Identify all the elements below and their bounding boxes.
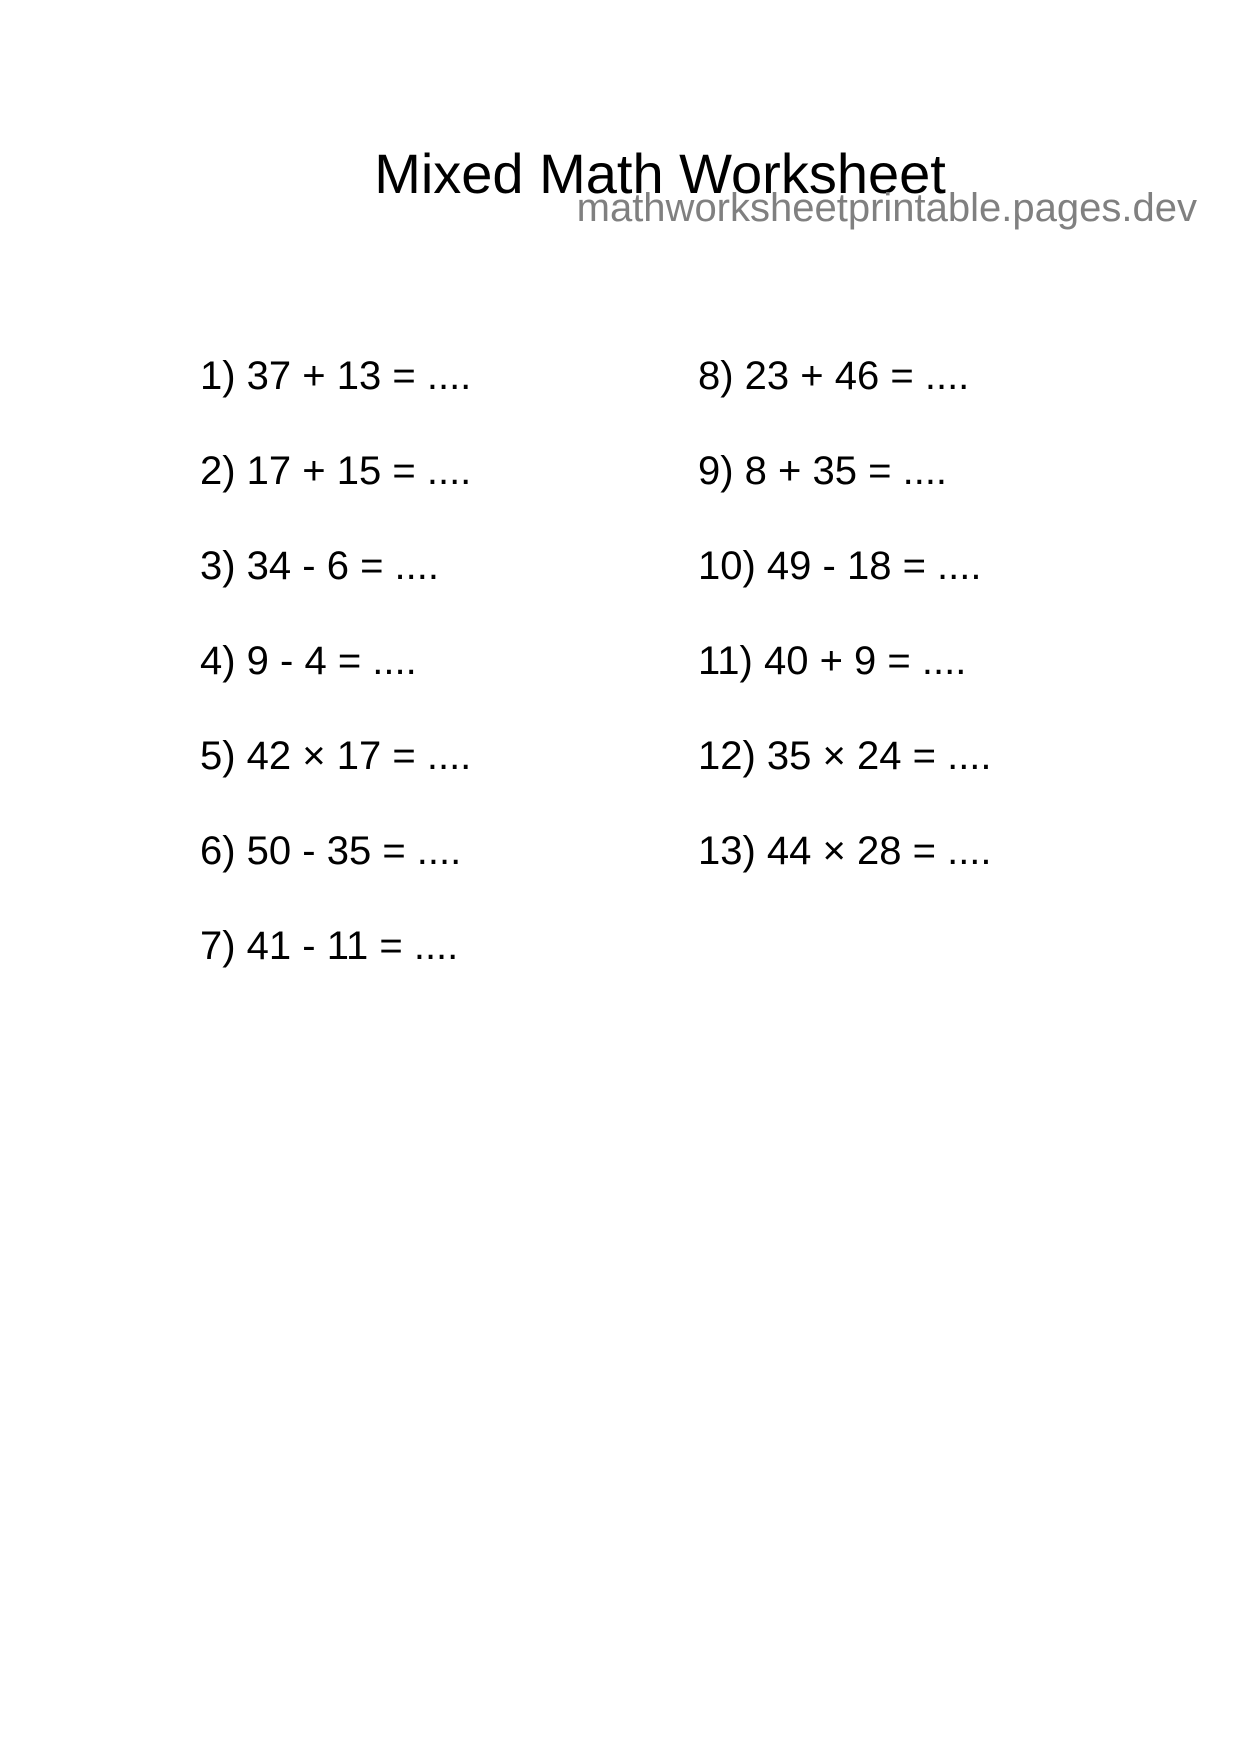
problem-9: 9) 8 + 35 = ....: [698, 449, 948, 493]
worksheet-title: Mixed Math Worksheet: [374, 141, 946, 205]
problem-4: 4) 9 - 4 = ....: [200, 639, 417, 683]
problem-5: 5) 42 × 17 = ....: [200, 734, 472, 778]
problem-2: 2) 17 + 15 = ....: [200, 449, 472, 493]
problem-6: 6) 50 - 35 = ....: [200, 829, 462, 873]
problem-3: 3) 34 - 6 = ....: [200, 544, 440, 588]
problem-10: 10) 49 - 18 = ....: [698, 544, 982, 588]
problem-7: 7) 41 - 11 = ....: [200, 924, 459, 968]
problem-12: 12) 35 × 24 = ....: [698, 734, 992, 778]
problem-11: 11) 40 + 9 = ....: [698, 639, 967, 683]
problems-right-column: [698, 344, 1168, 914]
problems-left-column: [200, 344, 640, 1009]
problem-8: 8) 23 + 46 = ....: [698, 354, 970, 398]
problem-1: 1) 37 + 13 = ....: [200, 354, 472, 398]
source-url: mathworksheetprintable.pages.dev: [576, 186, 1197, 230]
problem-13: 13) 44 × 28 = ....: [698, 829, 992, 873]
